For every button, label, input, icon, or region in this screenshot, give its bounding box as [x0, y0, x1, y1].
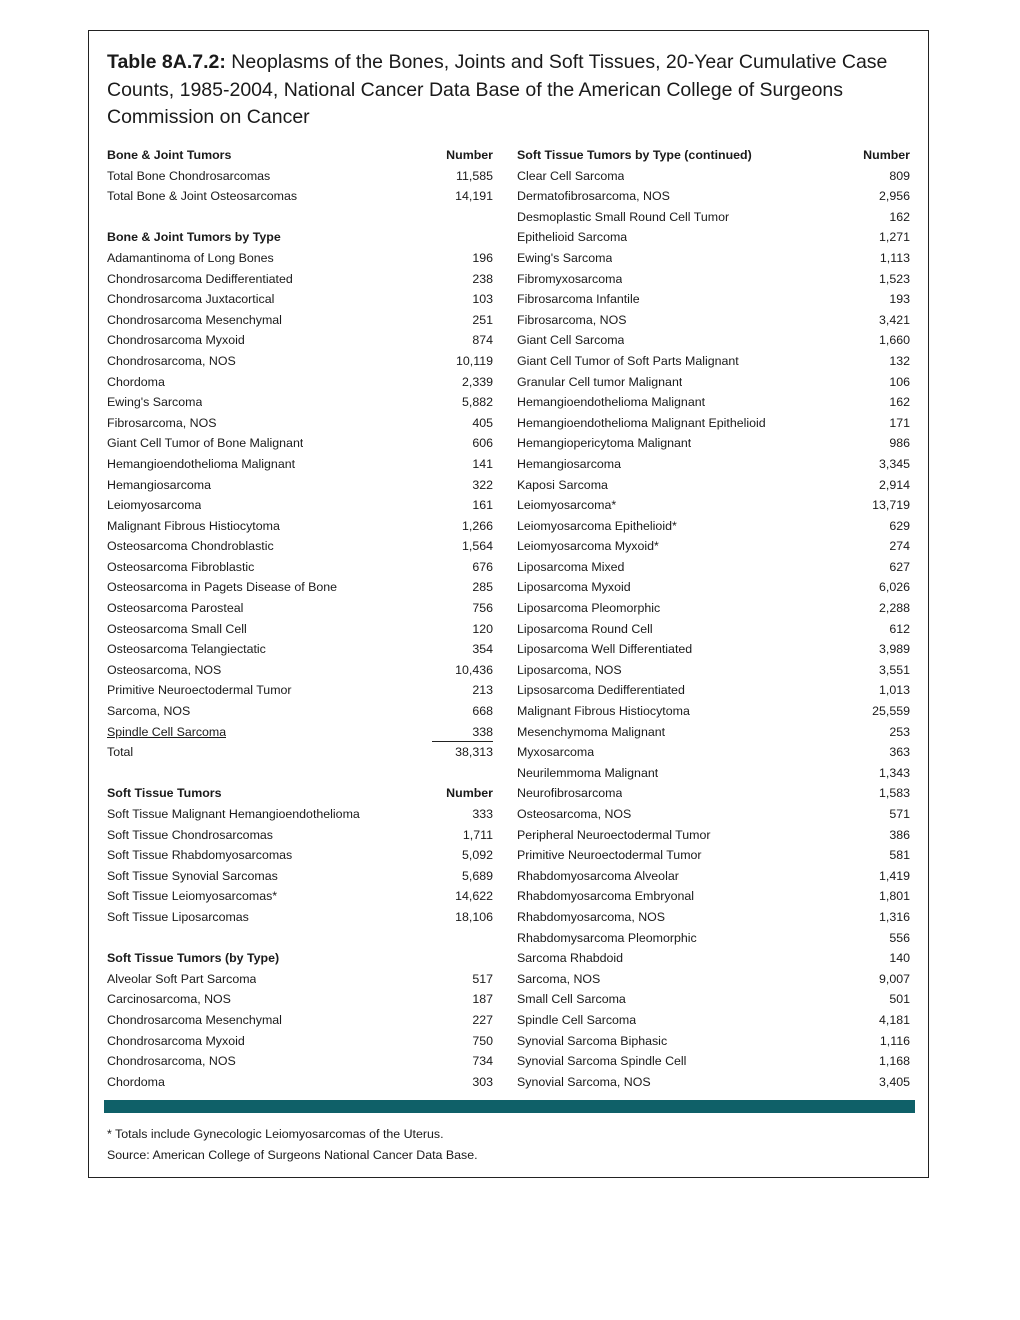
row-label: Chondrosarcoma Mesenchymal	[107, 312, 282, 327]
table-row	[107, 845, 493, 866]
row-label: Sarcoma Rhabdoid	[517, 951, 624, 966]
table-row	[107, 495, 493, 516]
table-row	[517, 680, 910, 701]
row-number: 187	[472, 992, 493, 1007]
row-label: Clear Cell Sarcoma	[517, 168, 625, 183]
table-row	[107, 577, 493, 598]
table-row	[517, 248, 910, 269]
row-number: Number	[863, 148, 910, 162]
row-label: Rhabdomysarcoma Pleomorphic	[517, 930, 697, 945]
row-label: Chondrosarcoma Mesenchymal	[107, 1012, 282, 1027]
row-label: Giant Cell Tumor of Soft Parts Malignant	[517, 353, 739, 368]
row-number: 238	[472, 271, 493, 286]
row-number: 1,419	[878, 868, 910, 883]
spacer-row	[107, 928, 493, 949]
row-number: 1,343	[878, 765, 910, 780]
row-label: Rhabdomyosarcoma, NOS	[517, 909, 666, 924]
row-number: 251	[472, 312, 493, 327]
row-number: 734	[472, 1054, 493, 1069]
row-label: Giant Cell Tumor of Bone Malignant	[107, 436, 304, 451]
table-row	[107, 289, 493, 310]
table-row	[107, 1010, 493, 1031]
row-label: Soft Tissue Malignant Hemangioendothelioma	[107, 807, 360, 821]
table-row	[107, 310, 493, 331]
row-number: 354	[472, 642, 493, 657]
row-label: Leiomyosarcoma	[107, 498, 202, 513]
row-number: 11,585	[456, 168, 493, 183]
section-header	[107, 783, 493, 804]
table-row	[107, 186, 493, 207]
row-number: 1,013	[878, 683, 910, 698]
row-label: Osteosarcoma Fibroblastic	[107, 559, 255, 574]
row-number: 1,711	[462, 827, 493, 842]
row-label: Osteosarcoma, NOS	[517, 807, 632, 821]
row-label: Hemangioendothelioma Malignant Epithelioid	[517, 415, 766, 430]
accent-bar	[104, 1100, 915, 1113]
row-label: Chondrosarcoma Dedifferentiated	[107, 271, 293, 286]
table-title-label: Table 8A.7.2:	[107, 51, 226, 73]
row-label: Chondrosarcoma Myxoid	[107, 1033, 245, 1048]
table-title-text: Neoplasms of the Bones, Joints and Soft Tissues, 20-Year Cumulative Case Counts, 1985-2004, National Cancer Data Base of the American College of Surgeons Commission on Cancer	[107, 51, 888, 128]
row-number: 4,181	[878, 1012, 910, 1027]
row-label: Hemangiosarcoma	[517, 456, 621, 471]
table-row	[107, 804, 493, 825]
row-number: 132	[889, 353, 910, 368]
row-number: 1,271	[878, 230, 910, 245]
row-number: 1,523	[878, 271, 910, 286]
row-number: 581	[889, 848, 910, 863]
row-label: Primitive Neuroectodermal Tumor	[107, 683, 292, 698]
table-row	[517, 433, 910, 454]
row-label: Dermatofibrosarcoma, NOS	[517, 189, 670, 204]
row-number: 606	[472, 436, 493, 451]
row-number: 303	[472, 1074, 493, 1089]
row-label: Mesenchymoma Malignant	[517, 724, 666, 739]
row-number: Number	[446, 786, 493, 801]
row-number: 338	[432, 723, 493, 742]
row-label: Leiomyosarcoma Myxoid*	[517, 539, 659, 554]
row-label: Spindle Cell Sarcoma	[107, 724, 227, 739]
footnote-leiomyosarcoma: * Totals include Gynecologic Leiomyosarcomas of the Uterus.	[107, 1127, 444, 1141]
row-label: Fibrosarcoma, NOS	[107, 415, 217, 430]
row-label: Bone & Joint Tumors by Type	[107, 230, 281, 245]
table-row	[517, 454, 910, 475]
row-label: Liposarcoma Round Cell	[517, 621, 653, 636]
table-row	[107, 639, 493, 660]
row-label: Small Cell Sarcoma	[517, 992, 626, 1007]
row-label: Neurofibrosarcoma	[517, 786, 623, 801]
row-label: Liposarcoma Pleomorphic	[517, 601, 661, 616]
table-row	[107, 248, 493, 269]
row-number: 1,583	[878, 786, 910, 801]
row-number: 809	[889, 168, 910, 183]
table-row	[107, 989, 493, 1010]
row-label: Osteosarcoma Parosteal	[107, 601, 244, 616]
row-number: 986	[889, 436, 910, 451]
row-number: 140	[889, 951, 910, 966]
row-number: 405	[472, 415, 493, 430]
table-row	[517, 310, 910, 331]
table-row	[107, 330, 493, 351]
row-number: 333	[472, 807, 493, 821]
row-number: 1,266	[461, 518, 493, 533]
table-row	[517, 845, 910, 866]
row-number: 38,313	[455, 745, 493, 760]
section-header	[107, 948, 493, 969]
row-number: 5,092	[461, 848, 493, 863]
row-label: Peripheral Neuroectodermal Tumor	[517, 827, 711, 842]
table-frame	[88, 30, 929, 1178]
row-number: 3,551	[878, 662, 910, 677]
row-number: 274	[889, 539, 910, 554]
section-header	[107, 145, 493, 166]
table-row	[517, 804, 910, 825]
table-row	[517, 989, 910, 1010]
row-number: 363	[889, 745, 910, 760]
row-number: 13,719	[872, 498, 910, 513]
row-label: Rhabdomyosarcoma Alveolar	[517, 868, 679, 883]
row-number: 120	[472, 621, 493, 636]
row-label: Hemangiosarcoma	[107, 477, 211, 492]
table-row	[107, 1031, 493, 1052]
row-number: 676	[472, 559, 493, 574]
row-label: Chordoma	[107, 374, 165, 389]
table-row	[517, 1072, 910, 1093]
table-row	[517, 1010, 910, 1031]
table-row	[517, 948, 910, 969]
row-label: Kaposi Sarcoma	[517, 477, 608, 492]
row-label: Carcinosarcoma, NOS	[107, 992, 231, 1007]
table-row	[107, 454, 493, 475]
row-label: Osteosarcoma Chondroblastic	[107, 539, 274, 554]
table-row	[517, 330, 910, 351]
row-number: 629	[889, 518, 910, 533]
table-row	[107, 433, 493, 454]
table-row	[107, 969, 493, 990]
section-header	[107, 227, 493, 248]
row-label: Malignant Fibrous Histiocytoma	[517, 704, 690, 719]
row-label: Fibrosarcoma, NOS	[517, 312, 627, 327]
table-row	[517, 269, 910, 290]
table-row	[517, 1051, 910, 1072]
row-label: Leiomyosarcoma*	[517, 498, 617, 513]
row-number: Number	[446, 148, 493, 162]
table-row	[517, 866, 910, 887]
row-number: 874	[472, 333, 493, 348]
right-column	[517, 145, 910, 1092]
row-number: 2,956	[878, 189, 910, 204]
table-row	[107, 557, 493, 578]
table-row	[517, 742, 910, 763]
row-label: Myxosarcoma	[517, 745, 595, 760]
row-label: Osteosarcoma, NOS	[107, 662, 222, 677]
table-row	[107, 701, 493, 722]
table-row	[107, 598, 493, 619]
row-number: 612	[889, 621, 910, 636]
table-row	[107, 680, 493, 701]
row-number: 1,113	[879, 250, 910, 265]
row-number: 5,689	[461, 868, 493, 883]
row-label: Ewing's Sarcoma	[517, 250, 613, 265]
row-number: 1,801	[878, 889, 910, 904]
row-number: 1,564	[461, 539, 493, 554]
spacer-row	[107, 763, 493, 784]
row-number: 5,882	[461, 395, 493, 410]
table-row	[517, 722, 910, 743]
row-number: 106	[889, 374, 910, 389]
table-row	[517, 701, 910, 722]
row-label: Bone & Joint Tumors	[107, 148, 232, 162]
table-row	[107, 825, 493, 846]
row-label: Soft Tissue Rhabdomyosarcomas	[107, 848, 293, 863]
row-number: 25,559	[872, 704, 910, 719]
row-number: 14,622	[455, 889, 493, 904]
row-label: Spindle Cell Sarcoma	[517, 1012, 637, 1027]
row-label: Ewing's Sarcoma	[107, 395, 203, 410]
row-label: Liposarcoma Mixed	[517, 559, 625, 574]
row-number: 571	[889, 807, 910, 821]
row-number: 141	[472, 456, 493, 471]
table-row	[517, 475, 910, 496]
row-label: Soft Tissue Chondrosarcomas	[107, 827, 273, 842]
row-label: Total Bone & Joint Osteosarcomas	[107, 189, 298, 204]
table-title	[107, 49, 897, 132]
row-number: 196	[472, 250, 493, 265]
table-row	[107, 536, 493, 557]
row-label: Chondrosarcoma, NOS	[107, 353, 236, 368]
row-label: Granular Cell tumor Malignant	[517, 374, 683, 389]
table-row	[517, 639, 910, 660]
table-row	[517, 227, 910, 248]
row-number: 18,106	[455, 909, 493, 924]
table-row	[517, 351, 910, 372]
row-number: 3,405	[878, 1074, 910, 1089]
row-number: 213	[472, 683, 493, 698]
row-label: Malignant Fibrous Histiocytoma	[107, 518, 280, 533]
row-label: Desmoplastic Small Round Cell Tumor	[517, 209, 730, 224]
row-number: 171	[889, 415, 910, 430]
table-row	[517, 289, 910, 310]
row-label: Soft Tissue Synovial Sarcomas	[107, 868, 278, 883]
row-number: 14,191	[455, 189, 493, 204]
row-number: 750	[472, 1033, 493, 1048]
table-row	[517, 372, 910, 393]
table-row	[107, 660, 493, 681]
table-row	[107, 372, 493, 393]
row-label: Sarcoma, NOS	[517, 971, 601, 986]
row-number: 1,168	[878, 1054, 910, 1069]
row-number: 2,914	[878, 477, 910, 492]
row-number: 3,345	[878, 456, 910, 471]
table-row	[107, 1072, 493, 1093]
row-label: Hemangioendothelioma Malignant	[517, 395, 706, 410]
row-label: Liposarcoma Well Differentiated	[517, 642, 693, 657]
row-number: 162	[889, 209, 910, 224]
row-number: 6,026	[878, 580, 910, 595]
row-label: Synovial Sarcoma, NOS	[517, 1074, 651, 1089]
row-number: 253	[889, 724, 910, 739]
row-label: Hemangiopericytoma Malignant	[517, 436, 692, 451]
table-row	[517, 166, 910, 187]
row-number: 556	[889, 930, 910, 945]
row-number: 10,119	[456, 353, 493, 368]
row-label: Synovial Sarcoma Spindle Cell	[517, 1054, 687, 1069]
table-row	[107, 907, 493, 928]
table-row	[107, 351, 493, 372]
spacer-row	[107, 207, 493, 228]
table-row	[107, 269, 493, 290]
section-header	[517, 145, 910, 166]
table-row	[517, 969, 910, 990]
row-label: Giant Cell Sarcoma	[517, 333, 625, 348]
table-row	[517, 536, 910, 557]
table-row	[107, 392, 493, 413]
row-number: 517	[472, 971, 493, 986]
row-number: 3,989	[878, 642, 910, 657]
table-row	[517, 392, 910, 413]
row-label: Liposarcoma, NOS	[517, 662, 622, 677]
table-row	[517, 660, 910, 681]
row-number: 9,007	[878, 971, 910, 986]
table-row	[517, 413, 910, 434]
row-label: Synovial Sarcoma Biphasic	[517, 1033, 668, 1048]
row-label: Epithelioid Sarcoma	[517, 230, 628, 245]
table-row	[107, 866, 493, 887]
row-label: Osteosarcoma in Pagets Disease of Bone	[107, 580, 338, 595]
row-number: 501	[889, 992, 910, 1007]
table-row	[517, 186, 910, 207]
row-label: Neurilemmoma Malignant	[517, 765, 659, 780]
table-row	[517, 886, 910, 907]
row-label: Chondrosarcoma Juxtacortical	[107, 292, 275, 307]
table-row	[517, 577, 910, 598]
table-row	[517, 907, 910, 928]
table-row	[107, 475, 493, 496]
row-number: 322	[472, 477, 493, 492]
row-number: 1,116	[879, 1033, 910, 1048]
table-row	[517, 557, 910, 578]
row-number: 1,660	[878, 333, 910, 348]
row-number: 227	[472, 1012, 493, 1027]
row-label: Leiomyosarcoma Epithelioid*	[517, 518, 677, 533]
row-label: Hemangioendothelioma Malignant	[107, 456, 296, 471]
table-row	[107, 516, 493, 537]
row-number: 161	[472, 498, 493, 513]
table-row	[517, 783, 910, 804]
table-row	[107, 166, 493, 187]
table-row	[517, 763, 910, 784]
row-label: Osteosarcoma Telangiectatic	[107, 642, 266, 657]
row-number: 1,316	[878, 909, 910, 924]
row-label: Fibrosarcoma Infantile	[517, 292, 640, 307]
row-number: 285	[472, 580, 493, 595]
row-label: Fibromyxosarcoma	[517, 271, 623, 286]
table-row	[517, 598, 910, 619]
table-row	[107, 413, 493, 434]
table-row	[107, 886, 493, 907]
row-number: 756	[472, 601, 493, 616]
row-label: Primitive Neuroectodermal Tumor	[517, 848, 702, 863]
table-row	[517, 207, 910, 228]
footnotes	[107, 1124, 478, 1165]
row-number: 103	[472, 292, 493, 307]
row-label: Chondrosarcoma, NOS	[107, 1054, 236, 1069]
left-column	[107, 145, 493, 1092]
table-row	[517, 516, 910, 537]
row-number: 162	[889, 395, 910, 410]
row-label: Alveolar Soft Part Sarcoma	[107, 971, 257, 986]
row-label: Chordoma	[107, 1074, 165, 1089]
row-number: 668	[472, 704, 493, 719]
table-row	[517, 1031, 910, 1052]
row-label: Soft Tissue Tumors	[107, 786, 222, 801]
row-number: 193	[889, 292, 910, 307]
row-label: Soft Tissue Liposarcomas	[107, 909, 249, 924]
row-label: Total	[107, 745, 134, 760]
table-row	[107, 742, 493, 763]
row-label: Soft Tissue Leiomyosarcomas*	[107, 889, 278, 904]
row-label: Rhabdomyosarcoma Embryonal	[517, 889, 694, 904]
row-label: Total Bone Chondrosarcomas	[107, 168, 271, 183]
row-label: Sarcoma, NOS	[107, 704, 191, 719]
row-number: 3,421	[878, 312, 910, 327]
row-number: 10,436	[455, 662, 493, 677]
table-row	[517, 495, 910, 516]
row-label: Soft Tissue Tumors by Type (continued)	[517, 148, 752, 162]
row-label: Adamantinoma of Long Bones	[107, 250, 274, 265]
row-label: Osteosarcoma Small Cell	[107, 621, 247, 636]
row-label: Chondrosarcoma Myxoid	[107, 333, 245, 348]
table-row	[107, 722, 493, 743]
table-row	[517, 619, 910, 640]
row-label: Soft Tissue Tumors (by Type)	[107, 951, 280, 966]
row-number: 386	[889, 827, 910, 842]
table-row	[517, 825, 910, 846]
row-number: 2,288	[878, 601, 910, 616]
row-number: 627	[889, 559, 910, 574]
table-row	[517, 928, 910, 949]
table-row	[107, 1051, 493, 1072]
table-row	[107, 619, 493, 640]
row-label: Liposarcoma Myxoid	[517, 580, 631, 595]
row-label: Lipsosarcoma Dedifferentiated	[517, 683, 685, 698]
footnote-source: Source: American College of Surgeons National Cancer Data Base.	[107, 1147, 478, 1162]
row-number: 2,339	[461, 374, 493, 389]
